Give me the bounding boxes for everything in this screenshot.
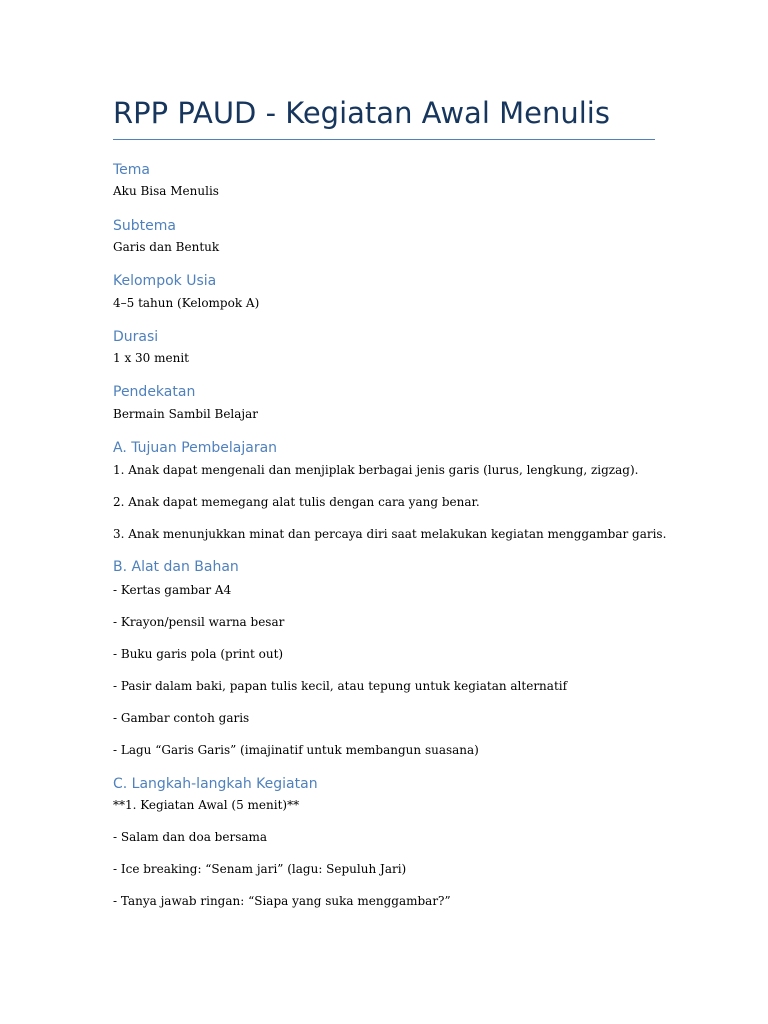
field-value-subtema: Garis dan Bentuk <box>113 240 220 254</box>
field-value-pendekatan: Bermain Sambil Belajar <box>113 407 259 421</box>
section-heading-langkah: C. Langkah-langkah Kegiatan <box>113 776 318 792</box>
list-item: - Salam dan doa bersama <box>113 830 268 844</box>
list-item: - Pasir dalam baki, papan tulis kecil, atau tepung untuk kegiatan alternatif <box>113 679 568 693</box>
field-label-kelompok-usia: Kelompok Usia <box>113 273 217 289</box>
list-item: 3. Anak menunjukkan minat dan percaya diri saat melakukan kegiatan menggambar garis. <box>113 527 667 541</box>
list-item: - Tanya jawab ringan: “Siapa yang suka menggambar?” <box>113 894 451 908</box>
page-title: RPP PAUD - Kegiatan Awal Menulis <box>113 96 610 130</box>
field-value-tema: Aku Bisa Menulis <box>113 184 219 198</box>
list-item: - Ice breaking: “Senam jari” (lagu: Sepuluh Jari) <box>113 862 407 876</box>
field-label-subtema: Subtema <box>113 218 176 234</box>
section-heading-alat-bahan: B. Alat dan Bahan <box>113 559 239 575</box>
field-label-tema: Tema <box>113 162 151 178</box>
field-label-pendekatan: Pendekatan <box>113 384 196 400</box>
list-item: 1. Anak dapat mengenali dan menjiplak berbagai jenis garis (lurus, lengkung, zigzag). <box>113 463 639 477</box>
field-value-durasi: 1 x 30 menit <box>113 351 189 365</box>
list-item: - Lagu “Garis Garis” (imajinatif untuk membangun suasana) <box>113 743 479 757</box>
list-item: - Gambar contoh garis <box>113 711 250 725</box>
field-value-kelompok-usia: 4–5 tahun (Kelompok A) <box>113 296 260 310</box>
field-label-durasi: Durasi <box>113 329 159 345</box>
list-item: - Krayon/pensil warna besar <box>113 615 285 629</box>
list-item: 2. Anak dapat memegang alat tulis dengan cara yang benar. <box>113 495 480 509</box>
section-heading-tujuan: A. Tujuan Pembelajaran <box>113 440 278 456</box>
title-divider <box>113 139 655 140</box>
list-item: - Kertas gambar A4 <box>113 583 232 597</box>
list-item: - Buku garis pola (print out) <box>113 647 284 661</box>
list-item: **1. Kegiatan Awal (5 menit)** <box>113 798 300 812</box>
